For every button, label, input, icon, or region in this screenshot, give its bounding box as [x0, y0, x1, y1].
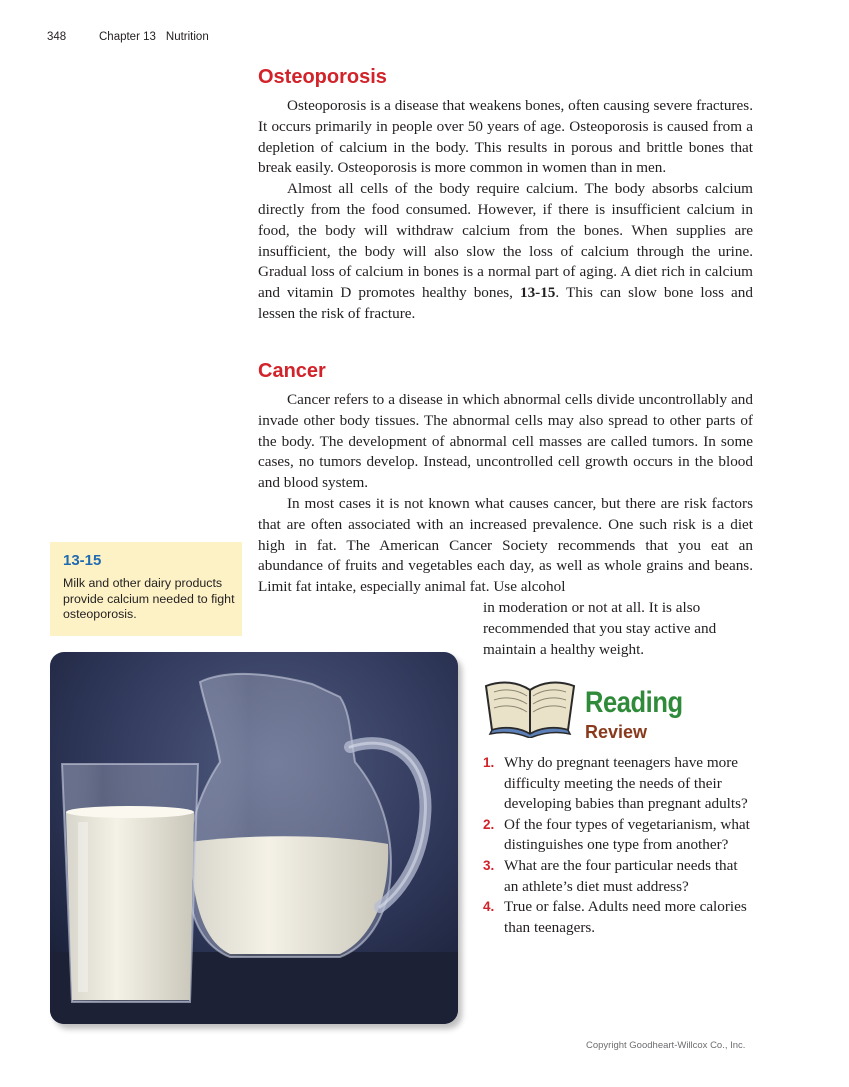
cancer-section [258, 390, 753, 598]
paragraph: Osteoporosis is a disease that weakens bones, often causing severe fractures. It occurs primarily in people over 50 years of age. Osteoporosis is caused from a depletion of calcium in the body. This results in porous and brittle bones that break easily. Osteoporosis is more common in women than in men. [258, 97, 753, 177]
chapter-title: Nutrition [165, 31, 209, 43]
reading-review-subtitle: Review [585, 722, 648, 742]
question-text: Why do pregnant teenagers have more difficulty meeting the needs of their developing babies than pregnant adults? [504, 754, 748, 813]
osteoporosis-heading: Osteoporosis [258, 66, 387, 88]
paragraph: In most cases it is not known what causes cancer, but there are risk factors that are often associated with an increased prevalence. One such risk is a diet high in fat. The American Cancer Society recommends that you eat an abundance of fruits and vegetables each day, as well as whole grains and beans. Limit fat intake, especially animal fat. Use alcohol [258, 494, 753, 596]
page-number: 348 [47, 31, 67, 43]
list-item [483, 753, 755, 815]
question-number: 2. [483, 816, 495, 832]
question-text: True or false. Adults need more calories than teenagers. [504, 898, 747, 936]
review-questions [483, 753, 755, 938]
running-head [47, 31, 209, 43]
question-text: What are the four particular needs that an athlete’s diet must address? [504, 856, 738, 895]
copyright-notice: Copyright Goodheart-Willcox Co., Inc. [586, 1040, 746, 1051]
paragraph-text: Almost all cells of the body require calcium. The body absorbs calcium directly from the food consumed. However, if there is insufficient calcium in food, the body will withdraw calcium from the bones. When supplies are insufficient, the body will also slow the loss of calcium through the urine. Gradual loss of calcium in bones is a normal part of aging. A diet rich in calcium and vitamin D promotes healthy bones, [258, 180, 753, 302]
chapter-label: Chapter 13 [99, 31, 156, 43]
question-number: 1. [483, 755, 495, 770]
question-number: 3. [483, 857, 495, 873]
figure-caption-box [50, 542, 242, 636]
question-number: 4. [483, 899, 495, 915]
list-item [483, 856, 755, 897]
cancer-heading: Cancer [258, 360, 326, 382]
list-item [483, 815, 755, 856]
figure-number: 13-15 [63, 552, 102, 569]
osteoporosis-section [258, 96, 753, 325]
question-text: Of the four types of vegetarianism, what distinguishes one type from another? [504, 815, 750, 854]
open-book-icon [482, 676, 578, 743]
paragraph [258, 179, 753, 325]
reading-review-title: Reading [585, 686, 683, 719]
paragraph-text: . This can slow bone loss and lessen the risk of fracture. [258, 284, 753, 322]
list-item [483, 897, 755, 938]
milk-photo [50, 652, 458, 1024]
figure-reference: 13-15 [519, 284, 556, 302]
cancer-continuation: in moderation or not at all. It is also recommended that you stay active and maintain a healthy weight. [483, 599, 717, 658]
paragraph: Cancer refers to a disease in which abnormal cells divide uncontrollably and invade other body tissues. The abnormal cells may also spread to other parts of the body. The development of abnormal cell masses are called tumors. In some cases, no tumors develop. Instead, uncontrolled cell growth occurs in the blood and blood system. [258, 391, 753, 492]
figure-caption: Milk and other dairy products provide calcium needed to fight osteoporosis. [63, 576, 235, 621]
